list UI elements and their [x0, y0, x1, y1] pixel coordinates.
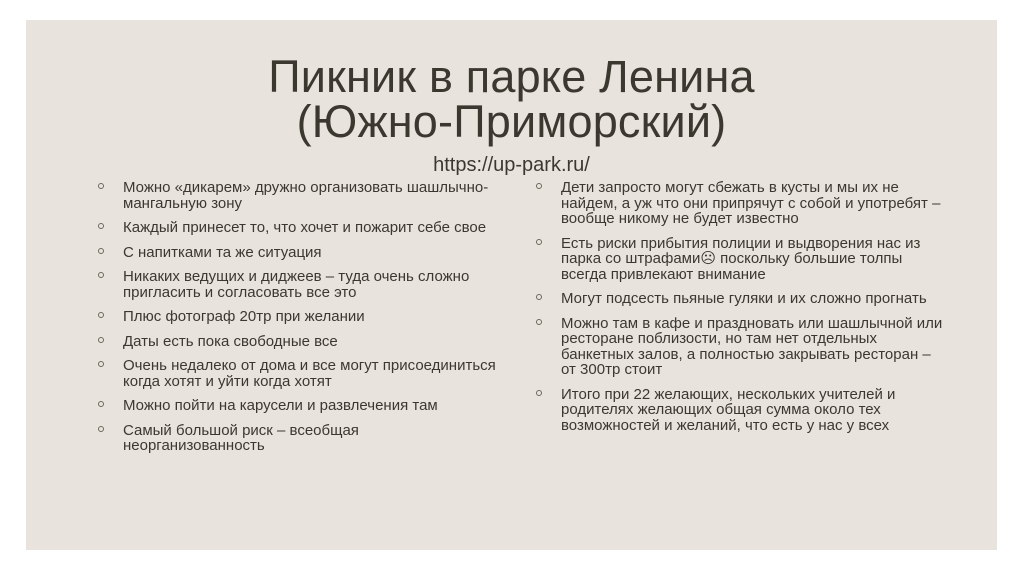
list-item	[96, 309, 496, 325]
circle-bullet-icon	[98, 223, 104, 229]
slide	[26, 20, 997, 550]
circle-bullet-icon	[98, 361, 104, 367]
list-item	[96, 334, 496, 350]
circle-bullet-icon	[536, 294, 542, 300]
list-item-text: Плюс фотограф 20тр при желании	[123, 308, 365, 325]
slide-title-line-2: (Южно-Приморский)	[296, 96, 727, 147]
list-item-text: Можно пойти на карусели и развлечения там	[123, 397, 438, 414]
list-item	[96, 358, 496, 389]
list-item	[96, 245, 496, 261]
list-item-text: Дети запросто могут сбежать в кусты и мы их не найдем, а уж что они припрячут с собой и употребят – вообще никому не будет известно	[561, 179, 941, 227]
list-item	[96, 423, 496, 454]
list-item-text: Можно там в кафе и праздновать или шашлычной или ресторане поблизости, но там нет отдельных банкетных залов, а полностью закрывать ресторан – от 300тр стоит	[561, 314, 943, 378]
circle-bullet-icon	[98, 401, 104, 407]
list-item	[534, 387, 944, 434]
circle-bullet-icon	[536, 319, 542, 325]
circle-bullet-icon	[98, 183, 104, 189]
list-item-text: Есть риски прибытия полиции и выдворения нас из парка со штрафами☹ поскольку большие толпы всегда привлекают внимание	[561, 234, 921, 283]
circle-bullet-icon	[98, 426, 104, 432]
circle-bullet-icon	[536, 183, 542, 189]
left-bullet-list	[96, 180, 496, 463]
list-item-text: С напитками та же ситуация	[123, 243, 322, 261]
list-item-text: Можно «дикарем» дружно организовать шашлычно-мангальную зону	[123, 179, 489, 212]
circle-bullet-icon	[98, 337, 104, 343]
list-item	[96, 398, 496, 414]
circle-bullet-icon	[536, 390, 542, 396]
list-item	[96, 220, 496, 236]
list-item-text: Каждый принесет то, что хочет и пожарит себе свое	[123, 219, 487, 236]
list-item-text: Даты есть пока свободные все	[123, 332, 338, 350]
list-item-text: Самый большой риск – всеобщая неорганизованность	[123, 421, 359, 454]
list-item-text: Никаких ведущих и диджеев – туда очень сложно пригласить и согласовать все это	[123, 268, 470, 301]
list-item	[534, 291, 944, 307]
list-item	[96, 180, 496, 211]
list-item-text: Итого при 22 желающих, нескольких учителей и родителях желающих общая сумма около тех возможностей и желаний, что есть у нас у всех	[561, 385, 896, 434]
slide-title-line-1: Пикник в парке Ленина	[268, 51, 755, 102]
list-item	[534, 236, 944, 283]
list-item	[534, 180, 944, 227]
circle-bullet-icon	[98, 272, 104, 278]
circle-bullet-icon	[536, 239, 542, 245]
list-item	[534, 316, 944, 378]
circle-bullet-icon	[98, 248, 104, 254]
right-bullet-list	[534, 180, 944, 442]
list-item-text: Могут подсесть пьяные гуляки и их сложно прогнать	[561, 290, 927, 307]
title-block	[26, 51, 997, 176]
list-item	[96, 269, 496, 300]
slide-subtitle-url: https://up-park.ru/	[433, 154, 590, 176]
list-item-text: Очень недалеко от дома и все могут присоединиться когда хотят и уйти когда хотят	[123, 357, 496, 390]
circle-bullet-icon	[98, 312, 104, 318]
